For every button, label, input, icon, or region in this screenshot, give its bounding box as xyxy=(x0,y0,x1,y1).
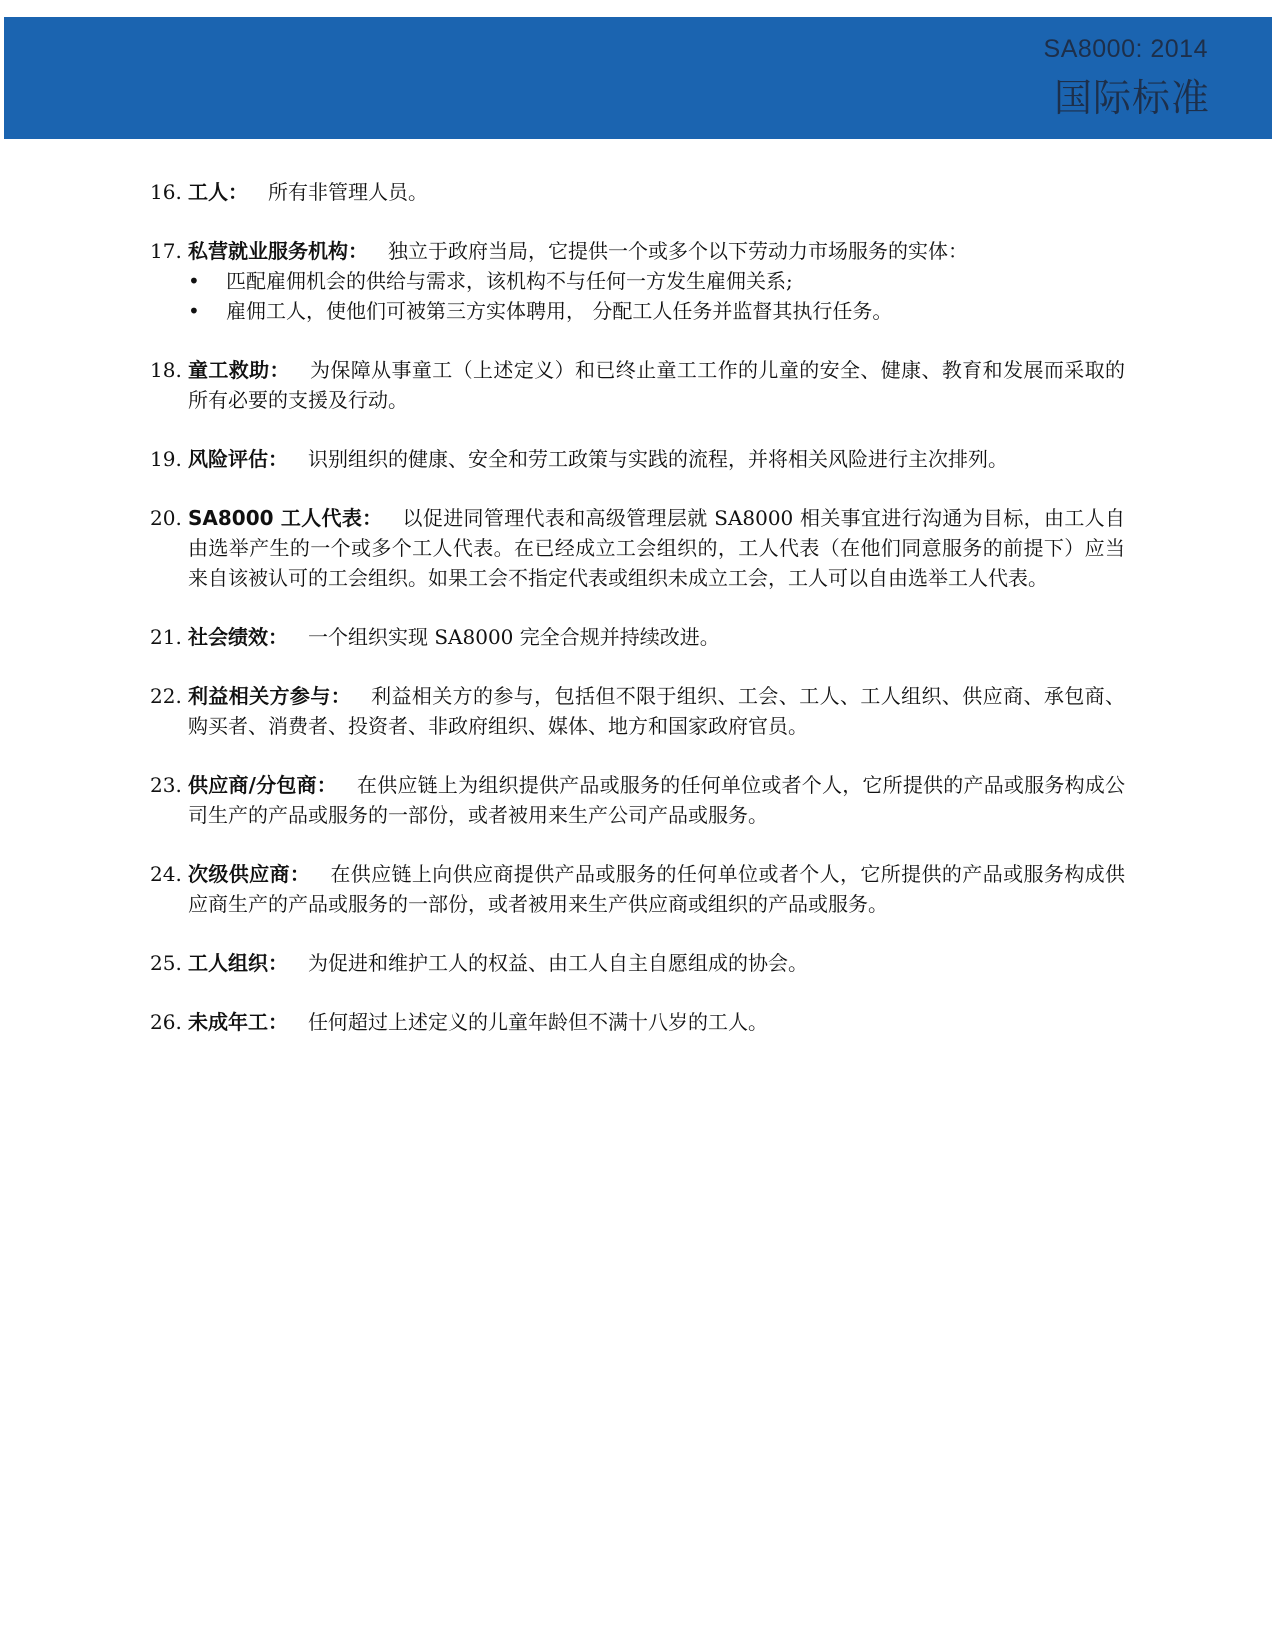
term-number: 17. xyxy=(150,239,182,263)
term-label: 工人： xyxy=(188,180,248,204)
term-body xyxy=(188,503,1125,593)
standard-code: SA8000: 2014 xyxy=(1043,35,1208,63)
term-22 xyxy=(150,681,1125,741)
term-label: 风险评估： xyxy=(188,447,288,471)
term-text: 利益相关方的参与，包括但不限于组织、工会、工人、工人组织、供应商、承包商、购买者、消费者、投资者、非政府组织、媒体、地方和国家政府官员。 xyxy=(188,684,1126,738)
term-18 xyxy=(150,355,1125,415)
term-19 xyxy=(150,444,1125,474)
definitions-list xyxy=(150,177,1125,1037)
term-body xyxy=(188,355,1125,415)
term-16 xyxy=(150,177,1125,207)
term-number: 18. xyxy=(150,358,182,382)
term-body xyxy=(188,1007,1125,1037)
term-number: 23. xyxy=(150,773,182,797)
term-text: 以促进同管理代表和高级管理层就 SA8000 相关事宜进行沟通为目标，由工人自由选举产生的一个或多个工人代表。在已经成立工会组织的，工人代表（在他们同意服务的前提下）应当来自该被认可的工会组织。如果工会不指定代表或组织未成立工会，工人可以自由选举工人代表。 xyxy=(188,506,1125,590)
term-25 xyxy=(150,948,1125,978)
term-body xyxy=(188,622,1125,652)
term-text: 一个组织实现 SA8000 完全合规并持续改进。 xyxy=(308,625,720,649)
term-number: 22. xyxy=(150,684,182,708)
term-label: 工人组织： xyxy=(188,951,288,975)
term-text: 为保障从事童工（上述定义）和已终止童工工作的儿童的安全、健康、教育和发展而采取的所有必要的支援及行动。 xyxy=(188,358,1126,412)
term-text: 任何超过上述定义的儿童年龄但不满十八岁的工人。 xyxy=(308,1010,768,1034)
bullet-item: • 雇佣工人，使他们可被第三方实体聘用， 分配工人任务并监督其执行任务。 xyxy=(188,296,1125,326)
term-body xyxy=(188,948,1125,978)
term-number: 24. xyxy=(150,862,182,886)
header-banner xyxy=(4,17,1272,139)
term-text: 识别组织的健康、安全和劳工政策与实践的流程，并将相关风险进行主次排列。 xyxy=(308,447,1008,471)
term-number: 26. xyxy=(150,1010,182,1034)
bullet-item: • 匹配雇佣机会的供给与需求，该机构不与任何一方发生雇佣关系; xyxy=(188,266,1125,296)
term-body xyxy=(188,444,1125,474)
term-label: 供应商/分包商： xyxy=(188,773,338,797)
term-text: 在供应链上为组织提供产品或服务的任何单位或者个人，它所提供的产品或服务构成公司生产的产品或服务的一部份，或者被用来生产公司产品或服务。 xyxy=(188,773,1125,827)
term-body xyxy=(188,681,1125,741)
term-26 xyxy=(150,1007,1125,1037)
term-label: 利益相关方参与： xyxy=(188,684,352,708)
term-number: 21. xyxy=(150,625,182,649)
bullet-list xyxy=(188,266,1125,326)
term-label: 私营就业服务机构： xyxy=(188,239,368,263)
term-label: SA8000 工人代表： xyxy=(188,506,383,530)
term-number: 16. xyxy=(150,180,182,204)
term-body xyxy=(188,177,1125,207)
term-text: 在供应链上向供应商提供产品或服务的任何单位或者个人，它所提供的产品或服务构成供应商生产的产品或服务的一部份，或者被用来生产供应商或组织的产品或服务。 xyxy=(188,862,1126,916)
term-label: 未成年工： xyxy=(188,1010,288,1034)
term-body xyxy=(188,236,1125,326)
term-number: 20. xyxy=(150,506,182,530)
term-text: 独立于政府当局，它提供一个或多个以下劳动力市场服务的实体： xyxy=(388,239,968,263)
term-text: 所有非管理人员。 xyxy=(268,180,428,204)
term-23 xyxy=(150,770,1125,830)
term-21 xyxy=(150,622,1125,652)
term-body xyxy=(188,770,1125,830)
term-number: 19. xyxy=(150,447,182,471)
term-17 xyxy=(150,236,1125,326)
document-title: 国际标准 xyxy=(1053,76,1210,120)
term-text: 为促进和维护工人的权益、由工人自主自愿组成的协会。 xyxy=(308,951,808,975)
term-label: 次级供应商： xyxy=(188,862,311,886)
term-24 xyxy=(150,859,1125,919)
term-number: 25. xyxy=(150,951,182,975)
term-20 xyxy=(150,503,1125,593)
term-label: 童工救助： xyxy=(188,358,290,382)
term-body xyxy=(188,859,1125,919)
term-label: 社会绩效： xyxy=(188,625,288,649)
